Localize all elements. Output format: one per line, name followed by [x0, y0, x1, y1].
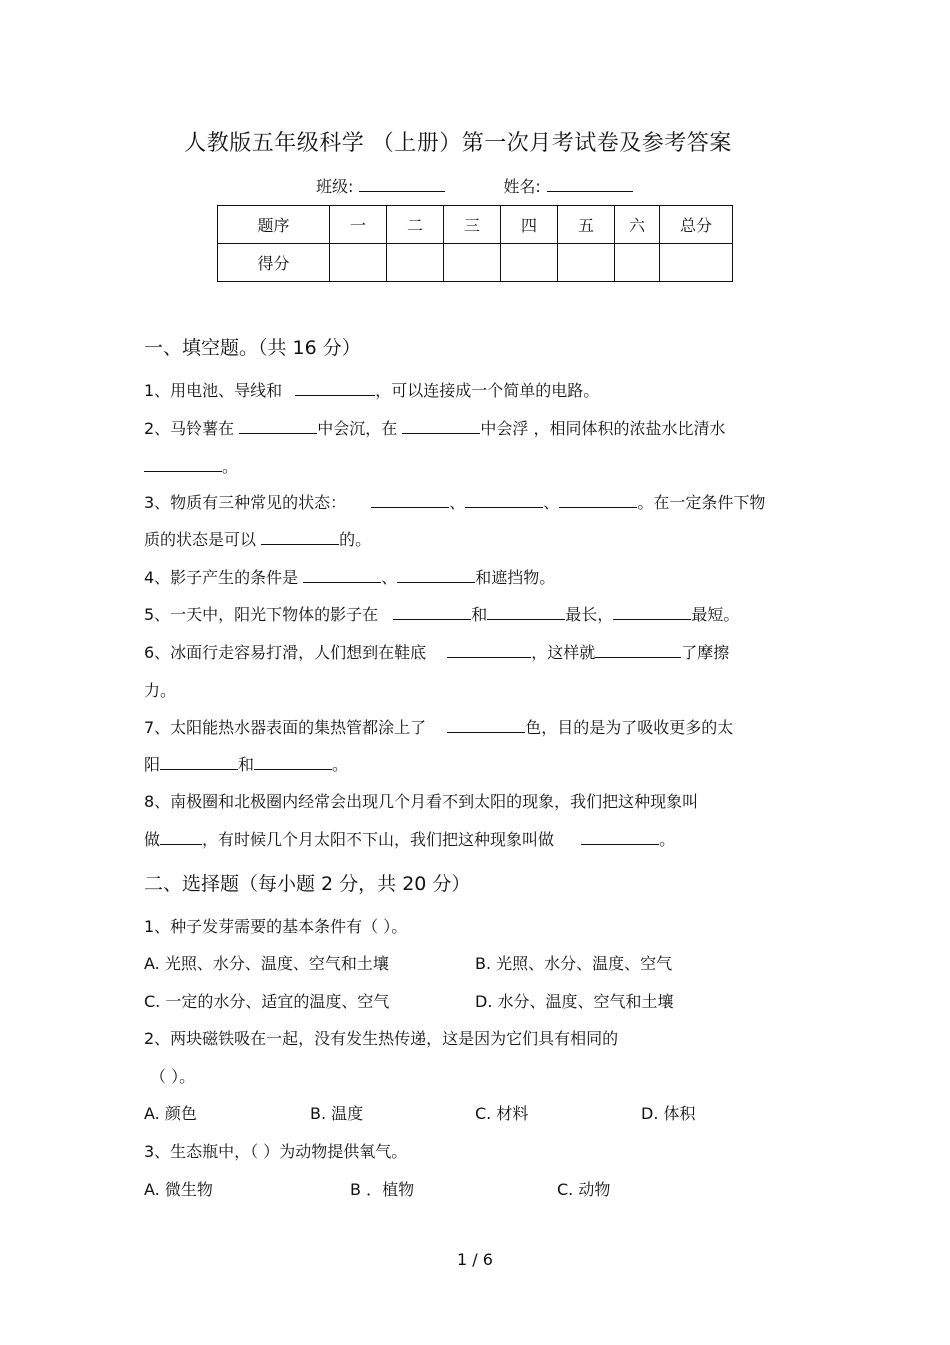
question-text: 2、马铃薯在: [144, 419, 235, 438]
option-a: A. 微生物: [144, 1180, 213, 1199]
question-text: 和: [238, 755, 255, 774]
question-text: 。: [222, 457, 239, 476]
table-cell: [387, 244, 444, 282]
option-b: B. 温度: [310, 1104, 364, 1123]
question-1-6: [144, 640, 729, 663]
option-c: C. 材料: [475, 1104, 529, 1123]
table-cell: 六: [615, 206, 660, 244]
question-1-4: [144, 565, 555, 588]
question-1-7-cont: [144, 752, 348, 775]
answer-blank: [402, 418, 480, 434]
table-cell: 题序: [218, 206, 330, 244]
table-cell: 总分: [660, 206, 733, 244]
table-cell: 一: [330, 206, 387, 244]
class-blank: [359, 175, 445, 192]
question-1-2: [144, 416, 725, 439]
option-b: B. 光照、水分、温度、空气: [475, 954, 673, 973]
table-cell: 四: [501, 206, 558, 244]
option-d: D. 体积: [641, 1104, 696, 1123]
answer-blank: [559, 492, 637, 508]
question-1-8-cont: [144, 827, 675, 850]
question-text: ，可以连接成一个简单的电路。: [375, 381, 600, 400]
answer-blank: [595, 642, 681, 658]
question-text: 6、冰面行走容易打滑，人们想到在鞋底: [144, 643, 427, 662]
question-text: 了摩擦: [681, 643, 730, 662]
question-text: 和: [471, 605, 488, 624]
answer-blank: [397, 567, 475, 583]
question-1-3: [144, 490, 765, 513]
table-cell: [501, 244, 558, 282]
question-text: 中会浮 ，相同体积的浓盐水比清水: [480, 419, 726, 438]
question-1-6-cont: 力。: [144, 681, 177, 700]
class-label: 班级:: [316, 177, 354, 196]
question-text: ，这样就: [531, 643, 596, 662]
question-text: 。在一定条件下物: [637, 493, 766, 512]
name-field: [503, 174, 632, 197]
question-2-1: 1、种子发芽需要的基本条件有（ ）。: [144, 917, 408, 936]
answer-blank: [581, 829, 659, 845]
table-cell: 二: [387, 206, 444, 244]
question-text: 和遮挡物。: [475, 568, 556, 587]
answer-blank: [447, 717, 525, 733]
table-cell: 三: [444, 206, 501, 244]
answer-blank: [393, 604, 471, 620]
page-number: 1 / 6: [457, 1250, 493, 1269]
option-b: B ．植物: [350, 1180, 415, 1199]
answer-blank: [239, 418, 317, 434]
question-text: 5、一天中，阳光下物体的影子在: [144, 605, 379, 624]
question-text: 色，目的是为了吸收更多的太: [525, 718, 734, 737]
score-table-header-row: [218, 206, 733, 244]
question-1-5: [144, 602, 739, 625]
table-cell: [615, 244, 660, 282]
question-1-2-cont: [144, 454, 238, 477]
question-text: 质的状态是可以: [144, 530, 257, 549]
table-cell: [558, 244, 615, 282]
answer-blank: [261, 529, 339, 545]
question-1-3-cont: [144, 527, 371, 550]
option-a: A. 颜色: [144, 1104, 197, 1123]
question-text: 。: [332, 755, 349, 774]
answer-blank: [371, 492, 449, 508]
question-text: 中会沉，在: [317, 419, 398, 438]
answer-blank: [160, 754, 238, 770]
question-text: 阳: [144, 755, 161, 774]
question-1-7: [144, 715, 733, 738]
score-table-score-row: [218, 244, 733, 282]
question-2-2: 2、两块磁铁吸在一起，没有发生热传递，这是因为它们具有相同的: [144, 1029, 619, 1048]
question-2-2-cont: （ ）。: [150, 1067, 196, 1086]
question-text: 4、影子产生的条件是: [144, 568, 299, 587]
question-text: 的。: [339, 530, 372, 549]
question-text: 7、太阳能热水器表面的集热管都涂上了: [144, 718, 427, 737]
answer-blank: [144, 456, 222, 472]
question-text: 做: [144, 830, 161, 849]
answer-blank: [295, 380, 375, 396]
section1-heading: 一、填空题。（共 16 分）: [144, 337, 361, 359]
question-text: 、: [449, 493, 466, 512]
question-text: 1、用电池、导线和: [144, 381, 283, 400]
table-cell: [444, 244, 501, 282]
question-text: 、: [543, 493, 560, 512]
option-a: A. 光照、水分、温度、空气和土壤: [144, 954, 389, 973]
question-text: 。: [659, 830, 676, 849]
table-cell: 得分: [218, 244, 330, 282]
table-cell: [330, 244, 387, 282]
question-text: ，有时候几个月太阳不下山，我们把这种现象叫做: [202, 830, 555, 849]
name-blank: [547, 175, 633, 192]
question-text: 3、物质有三种常见的状态：: [144, 493, 347, 512]
page-title: 人教版五年级科学 （上册）第一次月考试卷及参考答案: [184, 131, 732, 156]
question-1-1: [144, 378, 599, 401]
table-cell: [660, 244, 733, 282]
answer-blank: [613, 604, 691, 620]
question-text: 最长，: [565, 605, 614, 624]
answer-blank: [447, 642, 531, 658]
answer-blank: [487, 604, 565, 620]
option-c: C. 一定的水分、适宜的温度、空气: [144, 992, 390, 1011]
answer-blank: [160, 829, 202, 845]
answer-blank: [303, 567, 381, 583]
question-text: 最短。: [691, 605, 740, 624]
student-info: [316, 174, 633, 197]
name-label: 姓名:: [503, 177, 541, 196]
answer-blank: [254, 754, 332, 770]
class-field: [316, 174, 445, 197]
question-1-8: 8、南极圈和北极圈内经常会出现几个月看不到太阳的现象，我们把这种现象叫: [144, 792, 699, 811]
question-text: 、: [381, 568, 398, 587]
answer-blank: [465, 492, 543, 508]
score-table: [217, 205, 733, 282]
table-cell: 五: [558, 206, 615, 244]
section2-heading: 二、选择题（每小题 2 分，共 20 分）: [144, 873, 471, 895]
option-d: D. 水分、温度、空气和土壤: [475, 992, 674, 1011]
option-c: C. 动物: [557, 1180, 611, 1199]
question-2-3: 3、生态瓶中，（ ）为动物提供氧气。: [144, 1142, 408, 1161]
